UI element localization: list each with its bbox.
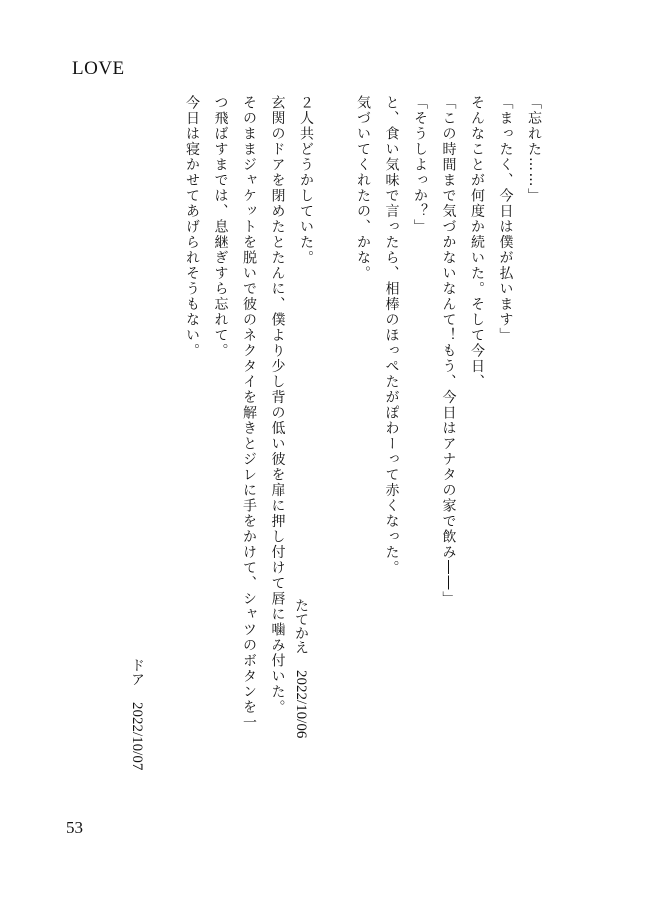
story1-line-2: 「まったく、今日は僕が払います」 — [497, 95, 514, 343]
story1-byline — [287, 598, 315, 738]
vertical-text-body — [178, 95, 549, 835]
story1-line-3: そんなことが何度か続いた。そして今日、 — [469, 95, 485, 390]
story2-line-3: そのままジャケットを脱いで彼のネクタイを解きとジレに手をかけて、シャツのボタンを一 — [241, 95, 257, 731]
story2-line-2: 玄関のドアを閉めたとたんに、僕より少し背の低い彼を扉に押し付けて唇に噛み付いた。 — [269, 95, 286, 715]
story1-line-7: 気づいてくれたの、かな。 — [355, 95, 371, 281]
page-number: 53 — [66, 818, 83, 837]
section-spacer — [320, 95, 349, 835]
story2-line-5: 今日は寝かせてあげられそうもない。 — [184, 95, 200, 359]
story-section-1 — [349, 95, 549, 835]
story1-author: たてかえ — [293, 598, 309, 654]
story2-date: 2022/10/07 — [129, 702, 145, 771]
story1-line-1: 「忘れた……」 — [526, 95, 542, 204]
story2-line-4: つ飛ばすまでは、息継ぎすら忘れて。 — [212, 95, 229, 359]
story1-date: 2022/10/06 — [293, 670, 309, 739]
story2-byline — [123, 658, 151, 770]
story2-line-1: ２人共どうかしていた。 — [298, 95, 314, 266]
story1-line-4: 「この時間まで気づかないなんて！もう、今日はアナタの家で飲み――」 — [440, 95, 457, 607]
story1-line-5: 「そうしよっか？」 — [412, 95, 428, 235]
story1-line-6: と、食い気味で言ったら、相棒のほっぺたがぽわーって赤くなった。 — [383, 95, 400, 576]
running-header-title: LOVE — [72, 58, 125, 79]
story2-author: ドア — [129, 658, 145, 686]
